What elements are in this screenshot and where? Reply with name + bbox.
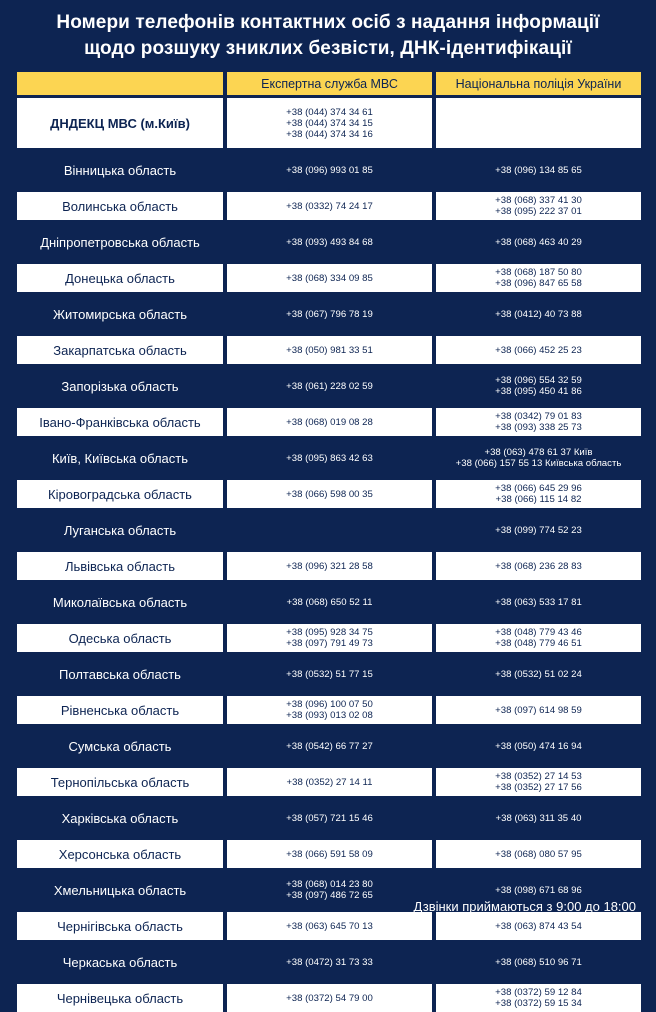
phone-number: +38 (096) 100 07 50: [286, 699, 373, 710]
region-name: Чернівецька область: [17, 984, 223, 1012]
phone-number: +38 (063) 533 17 81: [495, 596, 582, 608]
police-phones: [436, 372, 641, 400]
mvs-phones: [227, 516, 432, 544]
region-name: Волинська область: [17, 192, 223, 220]
phone-number: +38 (095) 928 34 75: [286, 627, 373, 638]
police-phones: [436, 912, 641, 940]
phone-number: +38 (097) 614 98 59: [495, 704, 582, 716]
mvs-phones: [227, 840, 432, 868]
mvs-phones: [227, 336, 432, 364]
phone-number: +38 (068) 510 96 71: [495, 956, 582, 968]
phone-number: +38 (057) 721 15 46: [286, 812, 373, 824]
contacts-table: [17, 72, 641, 1012]
phone-number: +38 (050) 474 16 94: [495, 740, 582, 752]
phone-number: +38 (0372) 59 15 34: [495, 998, 582, 1009]
table-row: [17, 516, 641, 544]
region-name: ДНДЕКЦ МВС (м.Київ): [17, 98, 223, 148]
phone-number: +38 (0332) 74 24 17: [286, 200, 373, 212]
mvs-phones: [227, 480, 432, 508]
table-row: [17, 156, 641, 184]
phone-number: +38 (093) 338 25 73: [495, 422, 582, 433]
region-name: Херсонська область: [17, 840, 223, 868]
region-name: Закарпатська область: [17, 336, 223, 364]
table-row: [17, 660, 641, 688]
police-phones: [436, 660, 641, 688]
mvs-phones: [227, 876, 432, 904]
phone-number: +38 (096) 134 85 65: [495, 164, 582, 176]
phone-number: +38 (0352) 27 17 56: [495, 782, 582, 793]
table-row: [17, 228, 641, 256]
table-row: [17, 624, 641, 652]
region-name: Кіровоградська область: [17, 480, 223, 508]
table-row: [17, 912, 641, 940]
mvs-phones: [227, 948, 432, 976]
region-name: Черкаська область: [62, 954, 178, 970]
phone-number: +38 (098) 671 68 96: [495, 884, 582, 896]
police-phones: [436, 948, 641, 976]
phone-number: +38 (097) 791 49 73: [286, 638, 373, 649]
table-row: [17, 732, 641, 760]
phone-number: +38 (063) 645 70 13: [286, 920, 373, 932]
region-name: Рівненська область: [17, 696, 223, 724]
region-name: Івано-Франківська область: [17, 408, 223, 436]
police-phones: [436, 480, 641, 508]
phone-number: +38 (066) 645 29 96: [495, 483, 582, 494]
phone-number: +38 (093) 013 02 08: [286, 710, 373, 721]
mvs-phones: [227, 624, 432, 652]
police-phones: [436, 840, 641, 868]
title-line-2: щодо розшуку зниклих безвісти, ДНК-ідентифікації: [84, 38, 572, 59]
mvs-phones: [227, 660, 432, 688]
table-row: [17, 804, 641, 832]
police-phones: [436, 804, 641, 832]
region-name: Чернігівська область: [17, 912, 223, 940]
mvs-phones: [227, 98, 432, 148]
phone-number: +38 (095) 450 41 86: [495, 386, 582, 397]
mvs-phones: [227, 984, 432, 1012]
region-name: Хмельницька область: [53, 882, 187, 898]
police-phones: [436, 984, 641, 1012]
mvs-phones: [227, 696, 432, 724]
table-row: [17, 768, 641, 796]
police-phones: [436, 228, 641, 256]
phone-number: +38 (068) 236 28 83: [495, 560, 582, 572]
police-phones: [436, 552, 641, 580]
region-name: Миколаївська область: [52, 594, 188, 610]
region-name: Луганська область: [63, 522, 177, 538]
region-name: Дніпропетровська область: [40, 234, 200, 250]
phone-number: +38 (0342) 79 01 83: [495, 411, 582, 422]
region-name: Вінницька область: [63, 162, 177, 178]
phone-number: +38 (061) 228 02 59: [286, 380, 373, 392]
phone-number: +38 (068) 334 09 85: [286, 272, 373, 284]
phone-number: +38 (096) 554 32 59: [495, 375, 582, 386]
police-phones: [436, 192, 641, 220]
phone-number: +38 (068) 187 50 80: [495, 267, 582, 278]
header-empty-cell: [17, 72, 223, 95]
table-row: [17, 264, 641, 292]
phone-number: +38 (0352) 27 14 53: [495, 771, 582, 782]
phone-number: +38 (096) 993 01 85: [286, 164, 373, 176]
mvs-phones: [227, 588, 432, 616]
footer-hours: Дзвінки приймаються з 9:00 до 18:00: [413, 899, 636, 914]
phone-number: +38 (0412) 40 73 88: [495, 308, 582, 320]
mvs-phones: [227, 552, 432, 580]
phone-number: +38 (095) 222 37 01: [495, 206, 582, 217]
police-phones: [436, 768, 641, 796]
table-row: [17, 372, 641, 400]
table-row: [17, 300, 641, 328]
police-phones: [436, 408, 641, 436]
phone-number: +38 (093) 493 84 68: [286, 236, 373, 248]
table-row: [17, 336, 641, 364]
mvs-phones: [227, 192, 432, 220]
phone-number: +38 (0352) 27 14 11: [286, 776, 373, 788]
police-phones: [436, 624, 641, 652]
phone-number: +38 (068) 019 08 28: [286, 416, 373, 428]
table-row: [17, 98, 641, 148]
region-name: Донецька область: [17, 264, 223, 292]
phone-number: +38 (068) 080 57 95: [495, 848, 582, 860]
phone-number: +38 (044) 374 34 15: [286, 117, 373, 129]
table-header: [17, 72, 641, 95]
phone-number: +38 (097) 486 72 65: [286, 890, 373, 901]
header-police: Національна поліція України: [436, 72, 641, 95]
region-name: Запорізька область: [61, 378, 179, 394]
phone-number: +38 (0372) 59 12 84: [495, 987, 582, 998]
police-phones: [436, 156, 641, 184]
phone-number: +38 (0472) 31 73 33: [286, 956, 373, 968]
table-row: [17, 840, 641, 868]
phone-number: +38 (068) 463 40 29: [495, 236, 582, 248]
police-phones: [436, 696, 641, 724]
phone-number: +38 (066) 598 00 35: [286, 488, 373, 500]
mvs-phones: [227, 912, 432, 940]
phone-number: +38 (096) 321 28 58: [286, 560, 373, 572]
mvs-phones: [227, 228, 432, 256]
phone-number: +38 (096) 847 65 58: [495, 278, 582, 289]
region-name: Житомирська область: [53, 306, 187, 322]
phone-number: +38 (0532) 51 77 15: [286, 668, 373, 680]
mvs-phones: [227, 300, 432, 328]
police-phones: [436, 444, 641, 472]
mvs-phones: [227, 372, 432, 400]
table-row: [17, 480, 641, 508]
mvs-phones: [227, 408, 432, 436]
table-row: [17, 552, 641, 580]
region-name: Київ, Київська область: [51, 450, 188, 466]
phone-number: +38 (063) 874 43 54: [495, 920, 582, 932]
police-phones: [436, 732, 641, 760]
police-phones: [436, 516, 641, 544]
police-phones: [436, 98, 641, 148]
police-phones: [436, 588, 641, 616]
phone-number: +38 (068) 014 23 80: [286, 879, 373, 890]
mvs-phones: [227, 768, 432, 796]
phone-number: +38 (066) 115 14 82: [495, 494, 582, 505]
phone-number: +38 (068) 650 52 11: [286, 596, 373, 608]
region-name: Сумська область: [68, 738, 172, 754]
title-line-1: Номери телефонів контактних осіб з надання інформації: [56, 12, 600, 33]
phone-number: +38 (099) 774 52 23: [495, 524, 582, 536]
phone-number: +38 (067) 796 78 19: [286, 308, 373, 320]
phone-number: +38 (0532) 51 02 24: [495, 668, 582, 680]
phone-number: +38 (063) 478 61 37 Київ: [484, 447, 593, 458]
phone-number: +38 (066) 452 25 23: [495, 344, 582, 356]
table-row: [17, 588, 641, 616]
mvs-phones: [227, 156, 432, 184]
region-name: Львівська область: [17, 552, 223, 580]
phone-number: +38 (066) 591 58 09: [286, 848, 373, 860]
table-row: [17, 984, 641, 1012]
phone-number: +38 (095) 863 42 63: [286, 452, 373, 464]
header-mvs: Експертна служба МВС: [227, 72, 432, 95]
table-row: [17, 408, 641, 436]
mvs-phones: [227, 264, 432, 292]
mvs-phones: [227, 444, 432, 472]
phone-number: +38 (044) 374 34 16: [286, 128, 373, 140]
police-phones: [436, 336, 641, 364]
mvs-phones: [227, 804, 432, 832]
phone-number: +38 (048) 779 46 51: [495, 638, 582, 649]
region-name: Одеська область: [17, 624, 223, 652]
police-phones: [436, 264, 641, 292]
table-row: [17, 444, 641, 472]
phone-number: +38 (063) 311 35 40: [495, 812, 582, 824]
phone-number: +38 (068) 337 41 30: [495, 195, 582, 206]
region-name: Полтавська область: [59, 666, 181, 682]
region-name: Тернопільська область: [17, 768, 223, 796]
phone-number: +38 (066) 157 55 13 Київська область: [455, 458, 622, 469]
phone-number: +38 (048) 779 43 46: [495, 627, 582, 638]
phone-number: +38 (044) 374 34 61: [286, 106, 373, 118]
table-row: [17, 696, 641, 724]
police-phones: [436, 300, 641, 328]
table-row: [17, 192, 641, 220]
page-title: [0, 10, 656, 62]
table-row: [17, 948, 641, 976]
phone-number: +38 (050) 981 33 51: [286, 344, 373, 356]
region-name: Харківська область: [61, 810, 179, 826]
phone-number: +38 (0542) 66 77 27: [286, 740, 373, 752]
phone-number: +38 (0372) 54 79 00: [286, 992, 373, 1004]
mvs-phones: [227, 732, 432, 760]
